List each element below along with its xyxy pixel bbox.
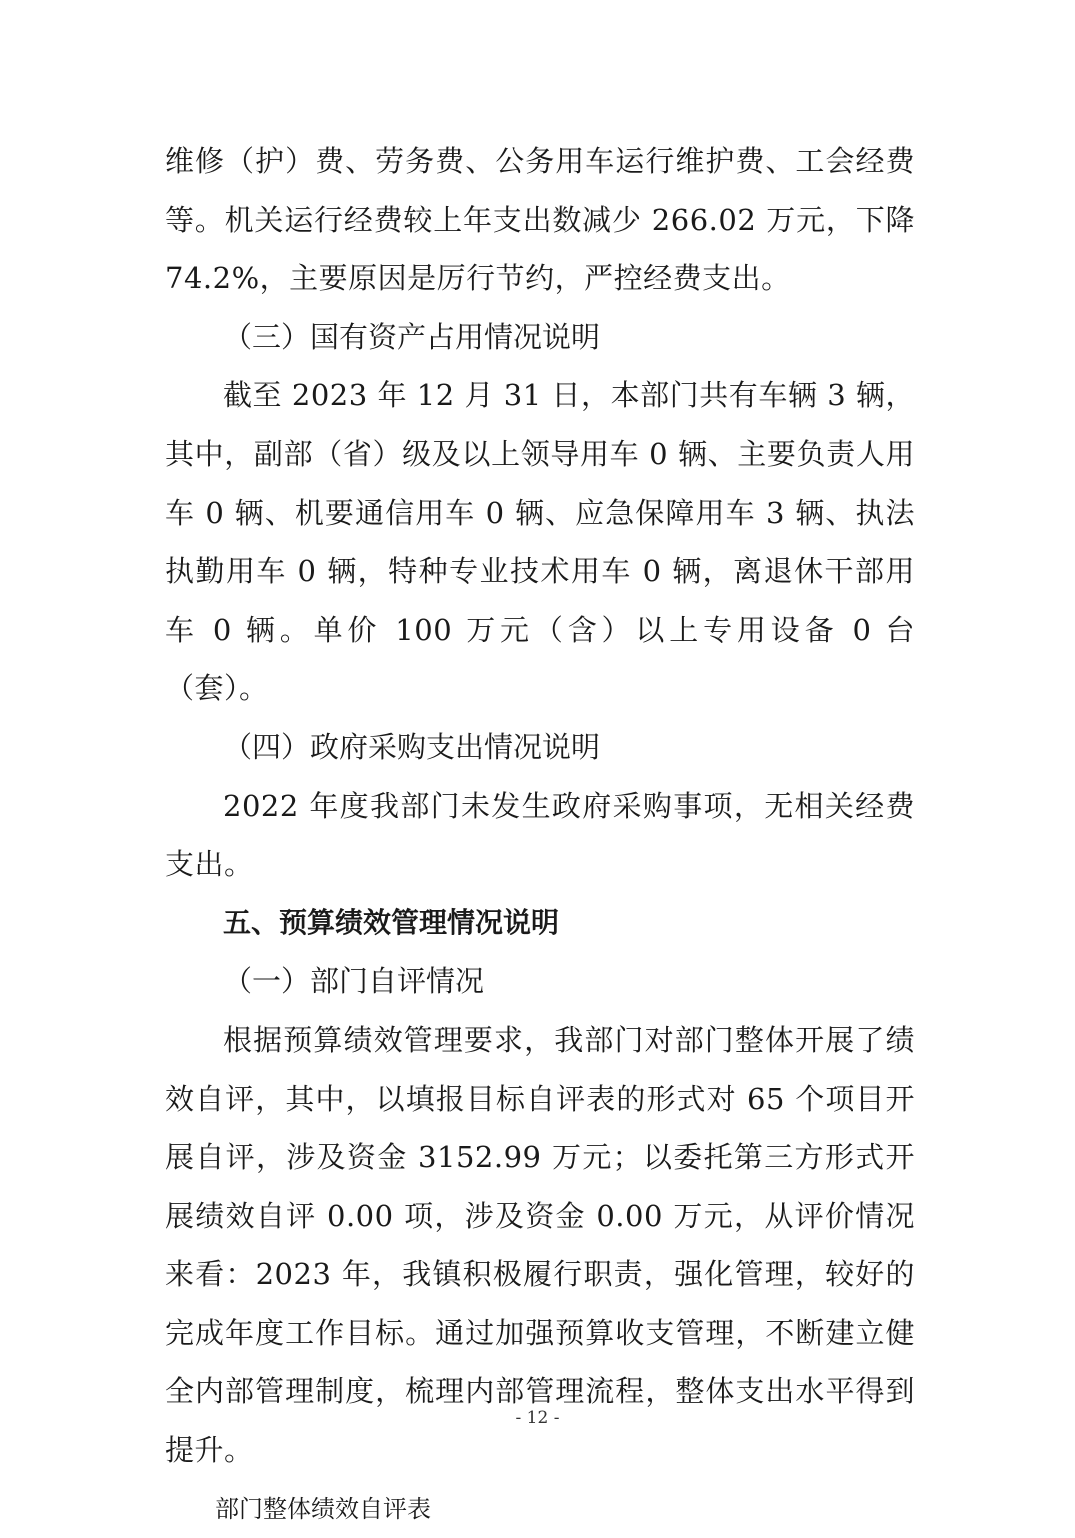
document-body (165, 132, 915, 1538)
subheading-procurement: （四）政府采购支出情况说明 (223, 729, 601, 764)
section-heading-performance: 五、预算绩效管理情况说明 (223, 905, 560, 939)
paragraph-self-evaluation: 根据预算绩效管理要求，我部门对部门整体开展了绩效自评，其中，以填报目标自评表的形式对 65 个项目开展自评，涉及资金 3152.99 万元；以委托第三方形式开展绩效自评 0.00 项，涉及资金 0.00 万元，从评价情况来看：2023 年，我镇积极履行职责，强化管理，较好的完成年度工作目标。通过加强预算收支管理，不断建立健全内部管理制度，梳理内部管理流程，整体支出水平得到提升。 (165, 1022, 915, 1468)
table-caption: 部门整体绩效自评表 (215, 1494, 431, 1523)
paragraph-vehicles: 截至 2023 年 12 月 31 日，本部门共有车辆 3 辆，其中，副部（省）级及以上领导用车 0 辆、主要负责人用车 0 辆、机要通信用车 0 辆、应急保障用车 3 辆、执法执勤用车 0 辆，特种专业技术用车 0 辆，离退休干部用车 0 辆。单价 100 万元（含）以上专用设备 0 台（套）。 (165, 378, 915, 706)
page-number: - 12 - (515, 1408, 560, 1428)
paragraph-operating-expenses: 维修（护）费、劳务费、公务用车运行维护费、工会经费等。机关运行经费较上年支出数减少 266.02 万元，下降 74.2%，主要原因是厉行节约，严控经费支出。 (165, 144, 915, 296)
paragraph-procurement: 2022 年度我部门未发生政府采购事项，无相关经费支出。 (165, 788, 915, 882)
subheading-self-evaluation: （一）部门自评情况 (223, 964, 485, 999)
subheading-state-assets: （三）国有资产占用情况说明 (223, 319, 601, 354)
